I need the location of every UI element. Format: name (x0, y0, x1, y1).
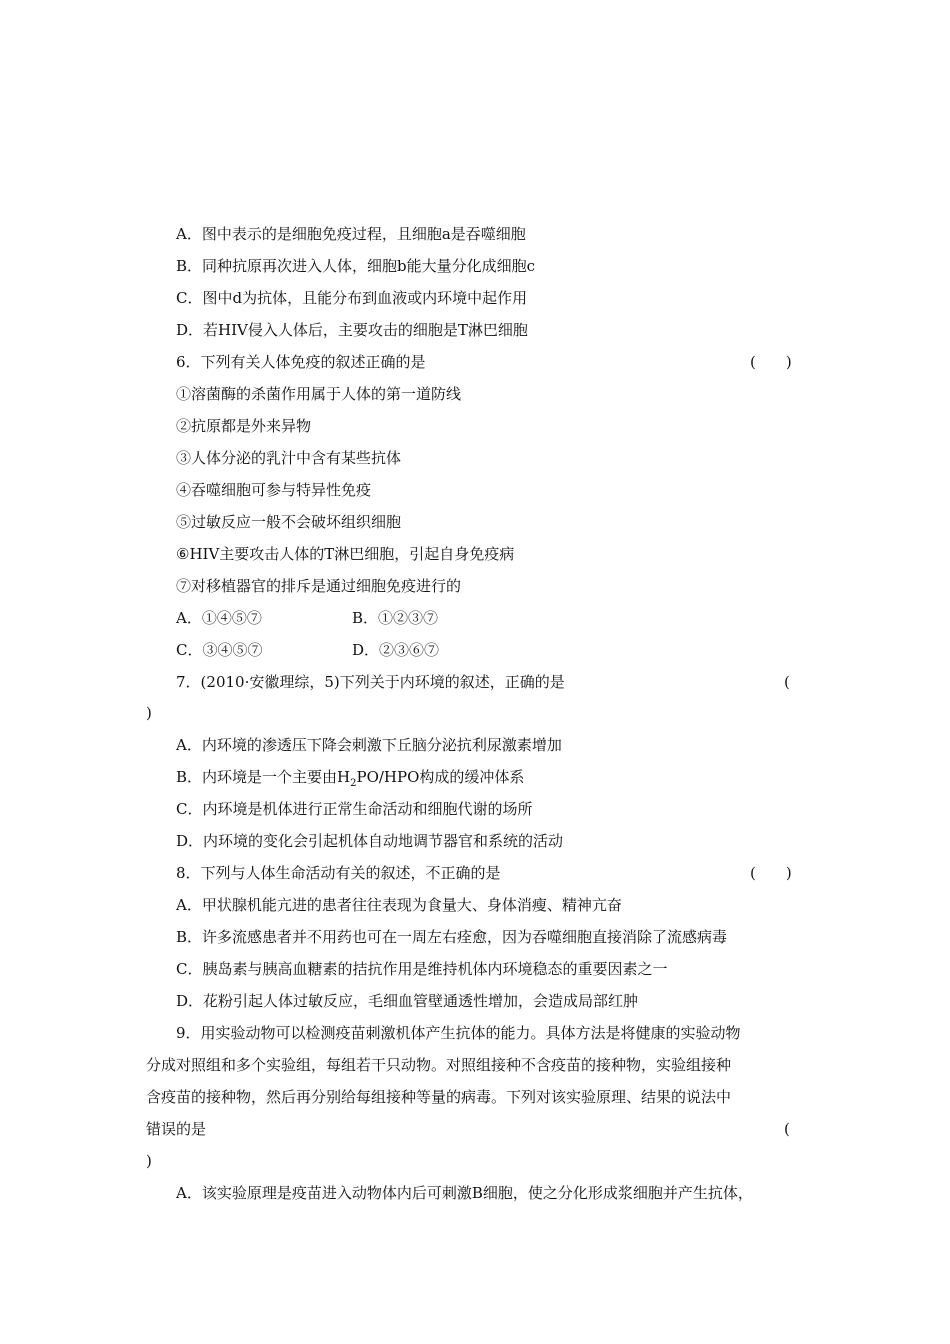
q8-option-c: C．胰岛素与胰高血糖素的拮抗作用是维持机体内环境稳态的重要因素之一 (176, 960, 668, 978)
q6-item-2: ②抗原都是外来异物 (176, 417, 312, 435)
q9-option-a: A．该实验原理是疫苗进入动物体内后可刺激B细胞，使之分化形成浆细胞并产生抗体， (176, 1184, 753, 1202)
q6-answer-paren: ( ) (750, 353, 792, 371)
q8-option-a: A．甲状腺机能亢进的患者往往表现为食量大、身体消瘦、精神亢奋 (176, 896, 622, 914)
q7-option-b: B．内环境是一个主要由$H_2PO$/HPO构成的缓冲体系 (176, 768, 525, 789)
q6-stem: 6．下列有关人体免疫的叙述正确的是 (176, 353, 426, 371)
q5-option-b: B．同种抗原再次进入人体，细胞b能大量分化成细胞c (176, 257, 536, 275)
q6-option-c: C．③④⑤⑦ (176, 641, 263, 659)
q6-item-6: ⑥HIV主要攻击人体的T淋巴细胞，引起自身免疫病 (176, 545, 515, 563)
q5-option-d: D．若HIV侵入人体后，主要攻击的细胞是T淋巴细胞 (176, 321, 528, 339)
q7-option-a: A．内环境的渗透压下降会刺激下丘脑分泌抗利尿激素增加 (176, 736, 562, 754)
q7-paren-close: ) (146, 704, 152, 722)
q6-option-a: A．①④⑤⑦ (176, 609, 262, 627)
q9-stem-line-4: 错误的是 (146, 1120, 207, 1138)
q9-stem-line-1: 9．用实验动物可以检测疫苗刺激机体产生抗体的能力。具体方法是将健康的实验动物 (176, 1024, 741, 1042)
q9-stem-line-2: 分成对照组和多个实验组，每组若干只动物。对照组接种不含疫苗的接种物，实验组接种 (146, 1056, 732, 1074)
q9-paren-open: ( (784, 1120, 790, 1138)
q6-item-1: ①溶菌酶的杀菌作用属于人体的第一道防线 (176, 385, 462, 403)
q7-stem: 7．(2010·安徽理综，5)下列关于内环境的叙述，正确的是 (176, 673, 565, 691)
q9-paren-close: ) (146, 1152, 152, 1170)
q5-option-c: C．图中d为抗体，且能分布到血液或内环境中起作用 (176, 289, 528, 307)
q6-option-d: D．②③⑥⑦ (352, 641, 440, 659)
q7-option-c: C．内环境是机体进行正常生命活动和细胞代谢的场所 (176, 800, 533, 818)
q7-option-d: D．内环境的变化会引起机体自动地调节器官和系统的活动 (176, 832, 564, 850)
q6-item-7: ⑦对移植器官的排斥是通过细胞免疫进行的 (176, 577, 462, 595)
q7-paren-open: ( (784, 673, 790, 691)
q8-option-d: D．花粉引起人体过敏反应，毛细血管壁通透性增加，会造成局部红肿 (176, 992, 639, 1010)
q8-stem: 8．下列与人体生命活动有关的叙述，不正确的是 (176, 864, 501, 882)
q6-option-b: B．①②③⑦ (352, 609, 439, 627)
q5-option-a: A．图中表示的是细胞免疫过程，且细胞a是吞噬细胞 (176, 225, 526, 243)
q6-item-5: ⑤过敏反应一般不会破坏组织细胞 (176, 513, 402, 531)
q9-stem-line-3: 含疫苗的接种物，然后再分别给每组接种等量的病毒。下列对该实验原理、结果的说法中 (146, 1088, 732, 1106)
q6-item-4: ④吞噬细胞可参与特异性免疫 (176, 481, 372, 499)
q8-answer-paren: ( ) (750, 864, 792, 882)
q8-option-b: B．许多流感患者并不用药也可在一周左右痊愈，因为吞噬细胞直接消除了流感病毒 (176, 928, 728, 946)
q6-item-3: ③人体分泌的乳汁中含有某些抗体 (176, 449, 402, 467)
